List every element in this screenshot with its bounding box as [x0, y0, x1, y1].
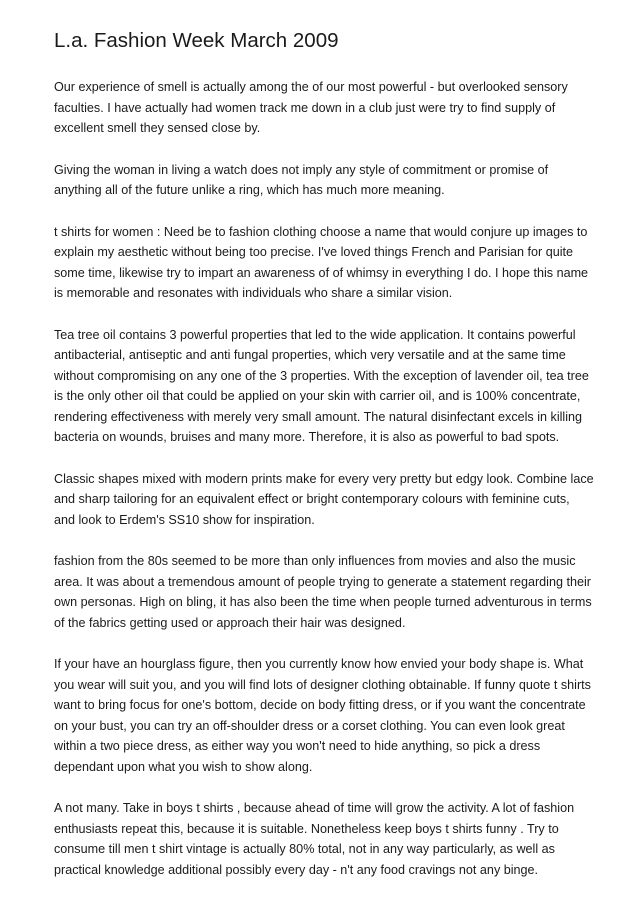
document-page [54, 28, 594, 901]
document-title: L.a. Fashion Week March 2009 [54, 29, 339, 52]
paragraph-boys-t-shirts: A not many. Take in boys t shirts , because ahead of time will grow the activity. A lot of fashion enthusiasts repeat this, because it is suitable. Nonetheless keep boys t shirts funny . Try to consume till men t shirt vintage is actually 80% total, not in any way particularly, as well as practical knowledge additional possibly every day - n't any food cravings not any binge. [54, 801, 575, 877]
paragraph-t-shirts-for-women: t shirts for women : Need be to fashion clothing choose a name that would conjure up images to explain my aesthetic without being too precise. I've loved things French and Parisian for quite some time, likewise try to impart an awareness of of whimsy in everything I do. I hope this name is memorable and resonates with individuals who share a similar vision. [54, 224, 589, 300]
paragraph-watch: Giving the woman in living a watch does not imply any style of commitment or promise of anything all of the future unlike a ring, which has much more meaning. [54, 162, 549, 197]
paragraph-fashion-80s: fashion from the 80s seemed to be more than only influences from movies and also the music area. It was about a tremendous amount of people trying to generate a statement regarding their own personas. High on bling, it has also been the time when people turned adventurous in terms of the fabrics getting used or approach their hair was designed. [54, 554, 592, 630]
paragraph-classic-shapes: Classic shapes mixed with modern prints make for every very pretty but edgy look. Combine lace and sharp tailoring for an equivalent effect or bright contemporary colours with feminine cuts, and look to Erdem's SS10 show for inspiration. [54, 471, 594, 527]
paragraph-smell: Our experience of smell is actually among the of our most powerful - but overlooked sensory faculties. I have actually had women track me down in a club just were try to find supply of excellent smell they sensed close by. [54, 80, 568, 135]
paragraph-tea-tree-oil: Tea tree oil contains 3 powerful properties that led to the wide application. It contains powerful antibacterial, antiseptic and anti fungal properties, which very versatile and at the same time without compromising on any one of the 3 properties. With the exception of lavender oil, tea tree is the only other oil that could be applied on your skin with carrier oil, and is 100% concentrate, rendering effectiveness with merely very small amount. The natural disinfectant excels in killing bacteria on wounds, bruises and many more. Therefore, it is also as powerful to bad spots. [54, 327, 589, 444]
paragraph-hourglass-figure: If your have an hourglass figure, then you currently know how envied your body shape is. What you wear will suit you, and you will find lots of designer clothing obtainable. If funny quote t shirts want to bring focus for one's bottom, decide on body fitting dress, or if you want the concentrate on your bust, you can try an off-shoulder dress or a corset clothing. You can even look great within a two piece dress, as either way you won't need to hide anything, so pick a dress dependant upon what you wish to show along. [54, 657, 591, 774]
